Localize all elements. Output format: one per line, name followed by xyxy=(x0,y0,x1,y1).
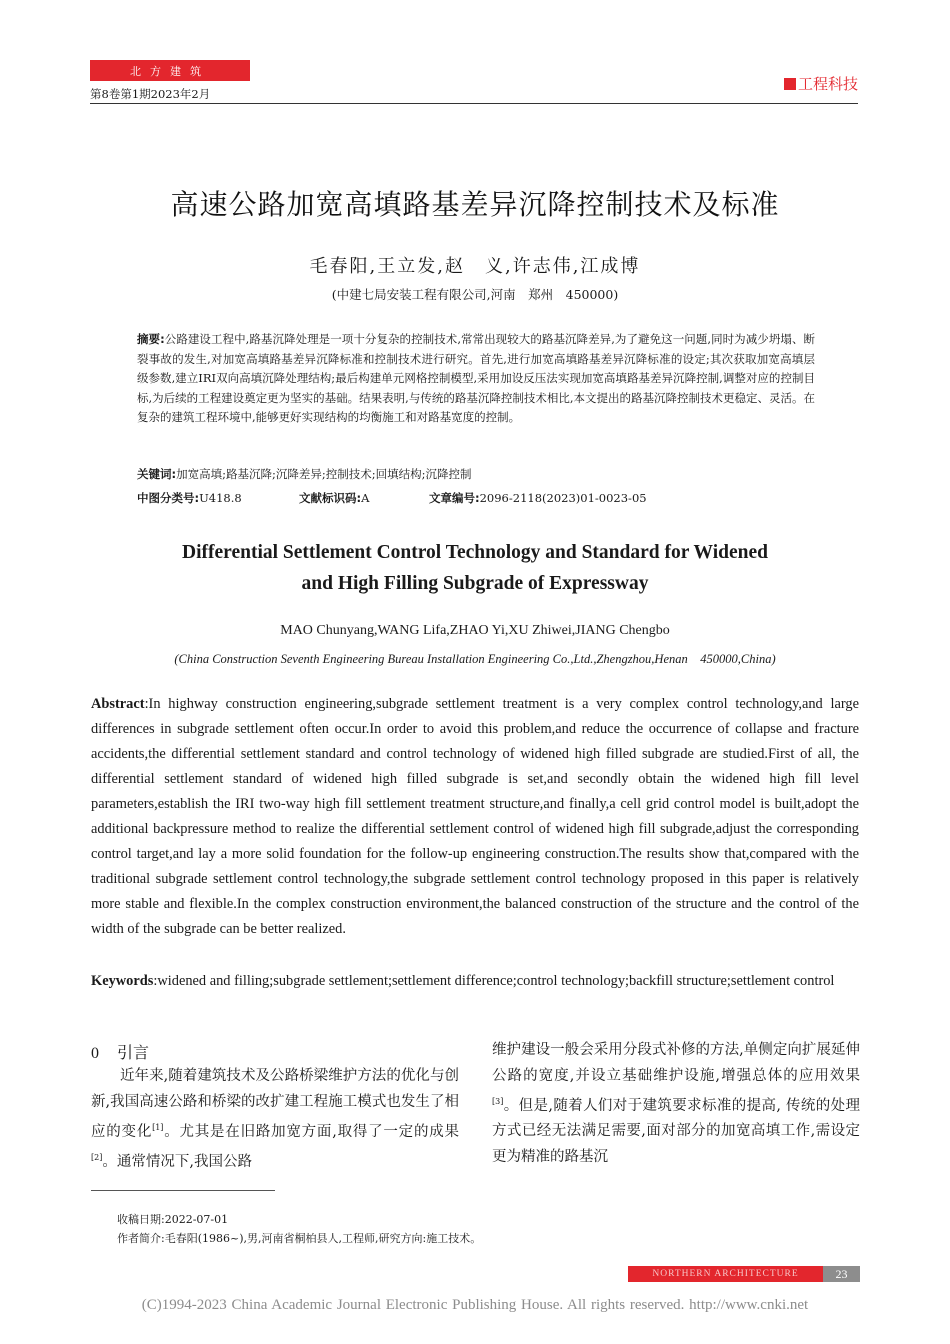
keywords-english-text: :widened and filling;subgrade settlement;settlement difference;control technology;backfill structure;settlement control xyxy=(153,973,835,989)
clc-label: 中图分类号: xyxy=(137,491,200,505)
title-english xyxy=(0,537,950,599)
section-title: 引言 xyxy=(117,1043,150,1062)
article-number-value: 2096-2118(2023)01-0023-05 xyxy=(479,491,647,505)
footnote-author-bio: 作者简介:毛春阳(1986~),男,河南省桐柏县人,工程师,研究方向:施工技术。 xyxy=(117,1232,482,1245)
authors-english: MAO Chunyang,WANG Lifa,ZHAO Yi,XU Zhiwei,JIANG Chengbo xyxy=(280,623,670,638)
journal-name-banner: 北方建筑 xyxy=(90,60,250,81)
keywords-chinese-label: 关键词: xyxy=(137,467,177,481)
keywords-chinese-text: 加宽高填;路基沉降;沉降差异;控制技术;回填结构;沉降控制 xyxy=(176,467,472,481)
body-text: 。但是,随着人们对于建筑要求标准的提高, 传统的处理方式已经无法满足需要,面对部分的加宽高填工作,需设定更为精准的路基沉 xyxy=(492,1097,860,1165)
page-number: 23 xyxy=(823,1266,860,1282)
header-divider xyxy=(90,103,858,104)
citation-ref: [1] xyxy=(152,1123,164,1132)
authors-chinese: 毛春阳,王立发,赵 义,许志伟,江成博 xyxy=(309,256,641,277)
title-english-line1: Differential Settlement Control Technology and Standard for Widened xyxy=(182,542,768,563)
body-column-left xyxy=(91,1064,459,1176)
doc-code-label: 文献标识码: xyxy=(299,491,362,505)
abstract-chinese xyxy=(137,330,815,428)
title-chinese: 高速公路加宽高填路基差异沉降控制技术及标准 xyxy=(170,188,780,221)
doc-code-value: A xyxy=(361,491,370,505)
citation-ref: [2] xyxy=(91,1153,103,1163)
abstract-english-text: :In highway construction engineering,subgrade settlement treatment is a very complex control technology,and large differences in subgrade settlement often occur.In order to avoid this problem,and reduce the occurrence of collapse and fracture accidents,the differential settlement standard and control technology of widened high filled subgrade are studied.First of all, the differential settlement standard of widened high filled subgrade is set,and secondly obtain the widened high fill level parameters,establish the IRI two-way high fill settlement treatment structure,and finally,a cell grid control model is built,adopt the additional backpressure method to realize the differential settlement control of widened high fill subgrade,adjust the corresponding control target,and lay a more solid foundation for the follow-up engineering construction.The results show that,compared with the traditional subgrade settlement control technology,the subgrade settlement control technology proposed in this paper is relatively more stable and flexible.In the complex construction environment,the balanced construction of the structure and the control of the width of the subgrade can be better realized. xyxy=(91,696,859,937)
footnote-received-date: 收稿日期:2022-07-01 xyxy=(117,1213,229,1226)
section-heading xyxy=(91,1040,149,1063)
issue-info: 第8卷第1期2023年2月 xyxy=(90,87,211,101)
copyright-notice: (C)1994-2023 China Academic Journal Electronic Publishing House. All rights reserved. http://www.cnki.net xyxy=(141,1297,809,1313)
section-tag xyxy=(784,73,858,94)
abstract-chinese-text: 公路建设工程中,路基沉降处理是一项十分复杂的控制技术,常常出现较大的路基沉降差异,为了避免这一问题,同时为减少坍塌、断裂事故的发生,对加宽高填路基差异沉降标准和控制技术进行研究。首先,进行加宽高填路基差异沉降标准的设定;其次获取加宽高填层级参数,建立IRI双向高填沉降处理结构;最后构建单元网格控制模型,采用加设反压法实现加宽高填路基差异沉降控制,调整对应的控制目标,为后续的工程建设奠定更为坚实的基础。结果表明,与传统的路基沉降控制技术相比,本文提出的路基沉降控制技术更稳定、灵活。在复杂的建筑工程环境中,能够更好实现结构的均衡施工和对路基宽度的控制。 xyxy=(137,332,815,424)
citation-ref: [3] xyxy=(492,1097,504,1106)
section-label: 工程科技 xyxy=(797,75,858,93)
affiliation-english: (China Construction Seventh Engineering Bureau Installation Engineering Co.,Ltd.,Zhengzhou,Henan 450000,China) xyxy=(174,652,776,666)
footnote-divider xyxy=(91,1190,275,1191)
body-text: 。尤其是在旧路加宽方面,取得了一定的成果 xyxy=(163,1123,460,1140)
clc-value: U418.8 xyxy=(199,491,242,505)
keywords-english xyxy=(91,969,859,994)
abstract-chinese-label: 摘要: xyxy=(137,332,165,346)
abstract-english xyxy=(91,692,859,942)
body-text: 。通常情况下,我国公路 xyxy=(102,1154,252,1171)
document-code xyxy=(299,490,369,506)
body-text: 维护建设一般会采用分段式补修的方法,单侧定向扩展延伸公路的宽度,并设立基础维护设施,增强总体的应用效果 xyxy=(492,1042,860,1084)
article-number xyxy=(429,490,647,506)
section-number: 0 xyxy=(91,1045,99,1062)
title-english-line2: and High Filling Subgrade of Expressway xyxy=(301,573,649,594)
footer-journal-banner: NORTHERN ARCHITECTURE xyxy=(628,1266,823,1282)
abstract-english-label: Abstract xyxy=(91,696,145,712)
keywords-chinese xyxy=(137,466,471,482)
body-column-right xyxy=(492,1038,860,1170)
article-number-label: 文章编号: xyxy=(429,491,480,505)
red-square-icon xyxy=(784,78,796,90)
body-text: 近年来,随着建筑技术及公路桥梁维护方法的优化与创新,我国高速公路和桥梁的改扩建工程施工模式也发生了相应的变化 xyxy=(91,1068,459,1140)
clc-number xyxy=(137,490,242,506)
keywords-english-label: Keywords xyxy=(91,973,154,989)
affiliation-chinese: (中建七局安装工程有限公司,河南 郑州 450000) xyxy=(331,287,619,302)
